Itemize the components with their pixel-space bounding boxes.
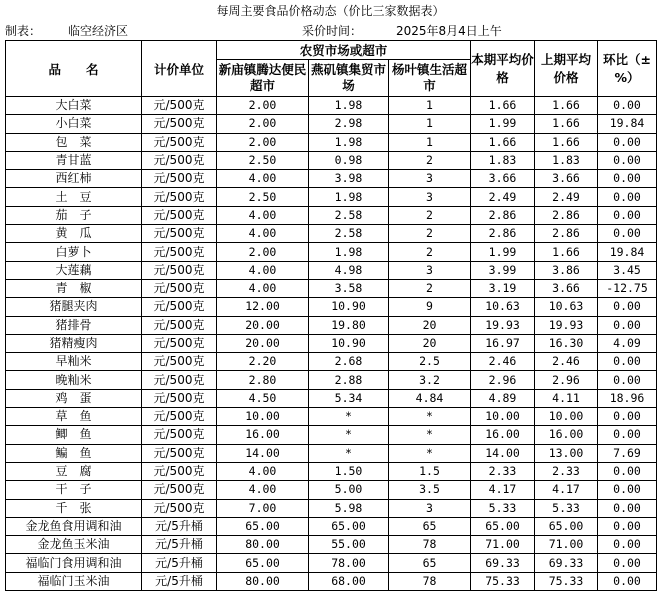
change-percent: 3.45: [598, 261, 657, 279]
previous-avg-price: 1.66: [535, 243, 598, 261]
change-percent: 0.00: [598, 517, 657, 535]
previous-avg-price: 2.33: [535, 462, 598, 480]
table-body: [6, 97, 657, 591]
unit-cell: 元/500克: [142, 170, 217, 188]
previous-avg-price: 4.11: [535, 389, 598, 407]
current-avg-price: 3.19: [471, 279, 535, 297]
market2-price: 1.98: [309, 133, 389, 151]
header-product: 品 名: [6, 41, 142, 97]
previous-avg-price: 65.00: [535, 517, 598, 535]
market2-price: 65.00: [309, 517, 389, 535]
current-avg-price: 10.00: [471, 408, 535, 426]
current-avg-price: 75.33: [471, 572, 535, 590]
market1-price: 16.00: [217, 426, 309, 444]
table-row: [6, 462, 657, 480]
market2-price: 1.98: [309, 243, 389, 261]
unit-cell: 元/500克: [142, 334, 217, 352]
table-row: [6, 572, 657, 590]
table-row: [6, 389, 657, 407]
unit-cell: 元/500克: [142, 298, 217, 316]
change-percent: 0.00: [598, 408, 657, 426]
market3-price: 78: [389, 572, 471, 590]
market2-price: 1.98: [309, 97, 389, 115]
unit-cell: 元/500克: [142, 243, 217, 261]
change-percent: -12.75: [598, 279, 657, 297]
current-avg-price: 4.89: [471, 389, 535, 407]
change-percent: 0.00: [598, 206, 657, 224]
unit-cell: 元/5升桶: [142, 517, 217, 535]
previous-avg-price: 1.66: [535, 115, 598, 133]
header-previous-avg: 上期平均价格: [535, 41, 598, 97]
unit-cell: 元/500克: [142, 206, 217, 224]
market1-price: 2.00: [217, 133, 309, 151]
product-name: 豆 腐: [6, 462, 142, 480]
current-avg-price: 10.63: [471, 298, 535, 316]
change-percent: 7.69: [598, 444, 657, 462]
table-row: [6, 243, 657, 261]
market3-price: 3: [389, 499, 471, 517]
table-row: [6, 426, 657, 444]
market3-price: 1.5: [389, 462, 471, 480]
market3-price: 1: [389, 97, 471, 115]
change-percent: 18.96: [598, 389, 657, 407]
previous-avg-price: 2.86: [535, 206, 598, 224]
unit-cell: 元/5升桶: [142, 536, 217, 554]
table-row: [6, 261, 657, 279]
unit-cell: 元/500克: [142, 499, 217, 517]
market3-price: 9: [389, 298, 471, 316]
market3-price: 65: [389, 554, 471, 572]
table-row: [6, 499, 657, 517]
market1-price: 4.00: [217, 206, 309, 224]
product-name: 土 豆: [6, 188, 142, 206]
table-row: [6, 225, 657, 243]
market3-price: 2: [389, 206, 471, 224]
change-percent: 19.84: [598, 243, 657, 261]
change-percent: 19.84: [598, 115, 657, 133]
change-percent: 4.09: [598, 334, 657, 352]
market3-price: 3.5: [389, 481, 471, 499]
product-name: 干 子: [6, 481, 142, 499]
change-percent: 0.00: [598, 554, 657, 572]
maker-label: 制表：: [5, 24, 42, 38]
current-avg-price: 16.00: [471, 426, 535, 444]
table-row: [6, 444, 657, 462]
market3-price: *: [389, 408, 471, 426]
market3-price: 1: [389, 133, 471, 151]
previous-avg-price: 16.30: [535, 334, 598, 352]
current-avg-price: 1.99: [471, 243, 535, 261]
market2-price: 3.98: [309, 170, 389, 188]
change-percent: 0.00: [598, 316, 657, 334]
product-name: 白萝卜: [6, 243, 142, 261]
product-name: 鸡 蛋: [6, 389, 142, 407]
header-change: 环比（±%）: [598, 41, 657, 97]
header-market3: 杨叶镇生活超市: [389, 60, 471, 97]
market2-price: *: [309, 408, 389, 426]
table-row: [6, 115, 657, 133]
product-name: 金龙鱼玉米油: [6, 536, 142, 554]
table-row: [6, 481, 657, 499]
previous-avg-price: 75.33: [535, 572, 598, 590]
market1-price: 20.00: [217, 316, 309, 334]
previous-avg-price: 16.00: [535, 426, 598, 444]
header-unit: 计价单位: [142, 41, 217, 97]
current-avg-price: 2.49: [471, 188, 535, 206]
change-percent: 0.00: [598, 188, 657, 206]
current-avg-price: 2.46: [471, 353, 535, 371]
market1-price: 2.00: [217, 97, 309, 115]
market1-price: 4.50: [217, 389, 309, 407]
current-avg-price: 2.86: [471, 206, 535, 224]
previous-avg-price: 19.93: [535, 316, 598, 334]
unit-cell: 元/500克: [142, 444, 217, 462]
market3-price: 20: [389, 316, 471, 334]
market3-price: 2: [389, 279, 471, 297]
market3-price: 1: [389, 115, 471, 133]
unit-cell: 元/500克: [142, 426, 217, 444]
current-avg-price: 3.99: [471, 261, 535, 279]
product-name: 福临门玉米油: [6, 572, 142, 590]
market1-price: 14.00: [217, 444, 309, 462]
current-avg-price: 1.66: [471, 97, 535, 115]
product-name: 猪腿夹肉: [6, 298, 142, 316]
product-name: 茄 子: [6, 206, 142, 224]
current-avg-price: 2.33: [471, 462, 535, 480]
table-row: [6, 133, 657, 151]
market1-price: 4.00: [217, 481, 309, 499]
market2-price: 1.50: [309, 462, 389, 480]
product-name: 金龙鱼食用调和油: [6, 517, 142, 535]
market1-price: 10.00: [217, 408, 309, 426]
change-percent: 0.00: [598, 151, 657, 169]
previous-avg-price: 3.66: [535, 279, 598, 297]
market2-price: 2.98: [309, 115, 389, 133]
table-row: [6, 206, 657, 224]
market1-price: 65.00: [217, 517, 309, 535]
product-name: 小白菜: [6, 115, 142, 133]
market2-price: 1.98: [309, 188, 389, 206]
market3-price: 3: [389, 261, 471, 279]
previous-avg-price: 3.66: [535, 170, 598, 188]
current-avg-price: 19.93: [471, 316, 535, 334]
current-avg-price: 14.00: [471, 444, 535, 462]
unit-cell: 元/500克: [142, 261, 217, 279]
unit-cell: 元/500克: [142, 481, 217, 499]
previous-avg-price: 2.86: [535, 225, 598, 243]
table-row: [6, 298, 657, 316]
market1-price: 2.20: [217, 353, 309, 371]
unit-cell: 元/500克: [142, 133, 217, 151]
market1-price: 4.00: [217, 462, 309, 480]
market3-price: *: [389, 444, 471, 462]
change-percent: 0.00: [598, 371, 657, 389]
market1-price: 2.80: [217, 371, 309, 389]
unit-cell: 元/500克: [142, 353, 217, 371]
previous-avg-price: 3.86: [535, 261, 598, 279]
market2-price: 4.98: [309, 261, 389, 279]
market3-price: 3: [389, 188, 471, 206]
product-name: 千 张: [6, 499, 142, 517]
market3-price: 3: [389, 170, 471, 188]
unit-cell: 元/500克: [142, 279, 217, 297]
previous-avg-price: 5.33: [535, 499, 598, 517]
header-market2: 燕矶镇集贸市场: [309, 60, 389, 97]
unit-cell: 元/5升桶: [142, 554, 217, 572]
product-name: 福临门食用调和油: [6, 554, 142, 572]
market3-price: 2.5: [389, 353, 471, 371]
product-name: 晚籼米: [6, 371, 142, 389]
product-name: 包 菜: [6, 133, 142, 151]
previous-avg-price: 69.33: [535, 554, 598, 572]
current-avg-price: 71.00: [471, 536, 535, 554]
previous-avg-price: 1.66: [535, 97, 598, 115]
current-avg-price: 65.00: [471, 517, 535, 535]
unit-cell: 元/500克: [142, 408, 217, 426]
table-row: [6, 554, 657, 572]
current-avg-price: 3.66: [471, 170, 535, 188]
market2-price: 5.34: [309, 389, 389, 407]
current-avg-price: 1.99: [471, 115, 535, 133]
market2-price: 0.98: [309, 151, 389, 169]
current-avg-price: 69.33: [471, 554, 535, 572]
unit-cell: 元/500克: [142, 462, 217, 480]
unit-cell: 元/500克: [142, 316, 217, 334]
market1-price: 4.00: [217, 279, 309, 297]
current-avg-price: 1.83: [471, 151, 535, 169]
change-percent: 0.00: [598, 499, 657, 517]
product-name: 黄 瓜: [6, 225, 142, 243]
product-name: 青甘蓝: [6, 151, 142, 169]
market3-price: *: [389, 426, 471, 444]
previous-avg-price: 1.83: [535, 151, 598, 169]
table-row: [6, 353, 657, 371]
unit-cell: 元/5升桶: [142, 572, 217, 590]
current-avg-price: 4.17: [471, 481, 535, 499]
current-avg-price: 2.96: [471, 371, 535, 389]
unit-cell: 元/500克: [142, 389, 217, 407]
market3-price: 4.84: [389, 389, 471, 407]
previous-avg-price: 10.63: [535, 298, 598, 316]
market2-price: 2.88: [309, 371, 389, 389]
unit-cell: 元/500克: [142, 97, 217, 115]
change-percent: 0.00: [598, 426, 657, 444]
table-row: [6, 151, 657, 169]
market1-price: 12.00: [217, 298, 309, 316]
change-percent: 0.00: [598, 133, 657, 151]
previous-avg-price: 2.49: [535, 188, 598, 206]
header-current-avg: 本期平均价格: [471, 41, 535, 97]
product-name: 大莲藕: [6, 261, 142, 279]
market2-price: 68.00: [309, 572, 389, 590]
market2-price: 2.68: [309, 353, 389, 371]
table-row: [6, 316, 657, 334]
market1-price: 2.00: [217, 243, 309, 261]
product-name: 草 鱼: [6, 408, 142, 426]
previous-avg-price: 4.17: [535, 481, 598, 499]
market1-price: 2.00: [217, 115, 309, 133]
market3-price: 3.2: [389, 371, 471, 389]
product-name: 早籼米: [6, 353, 142, 371]
change-percent: 0.00: [598, 298, 657, 316]
market2-price: 10.90: [309, 334, 389, 352]
market2-price: 10.90: [309, 298, 389, 316]
product-name: 猪精瘦肉: [6, 334, 142, 352]
current-avg-price: 5.33: [471, 499, 535, 517]
market2-price: 2.58: [309, 225, 389, 243]
market2-price: *: [309, 444, 389, 462]
maker-value: 临空经济区: [68, 24, 129, 38]
unit-cell: 元/500克: [142, 225, 217, 243]
market1-price: 65.00: [217, 554, 309, 572]
time-value: 2025年8月4日上午: [396, 24, 502, 38]
market1-price: 4.00: [217, 225, 309, 243]
market1-price: 4.00: [217, 261, 309, 279]
market2-price: 55.00: [309, 536, 389, 554]
product-name: 鳊 鱼: [6, 444, 142, 462]
table-row: [6, 97, 657, 115]
product-name: 西红柿: [6, 170, 142, 188]
market3-price: 2: [389, 225, 471, 243]
header-market1: 新庙镇腾达便民超市: [217, 60, 309, 97]
current-avg-price: 2.86: [471, 225, 535, 243]
market3-price: 2: [389, 243, 471, 261]
market1-price: 2.50: [217, 188, 309, 206]
change-percent: 0.00: [598, 97, 657, 115]
market2-price: 5.00: [309, 481, 389, 499]
market2-price: 19.80: [309, 316, 389, 334]
market1-price: 20.00: [217, 334, 309, 352]
market1-price: 80.00: [217, 572, 309, 590]
change-percent: 0.00: [598, 462, 657, 480]
table-row: [6, 371, 657, 389]
market2-price: 78.00: [309, 554, 389, 572]
time-label: 采价时间：: [302, 24, 363, 38]
previous-avg-price: 71.00: [535, 536, 598, 554]
market2-price: *: [309, 426, 389, 444]
unit-cell: 元/500克: [142, 188, 217, 206]
current-avg-price: 1.66: [471, 133, 535, 151]
table-row: [6, 517, 657, 535]
product-name: 大白菜: [6, 97, 142, 115]
change-percent: 0.00: [598, 225, 657, 243]
market2-price: 3.58: [309, 279, 389, 297]
market1-price: 2.50: [217, 151, 309, 169]
table-row: [6, 279, 657, 297]
price-table: [5, 40, 657, 591]
unit-cell: 元/500克: [142, 115, 217, 133]
change-percent: 0.00: [598, 353, 657, 371]
change-percent: 0.00: [598, 572, 657, 590]
market3-price: 2: [389, 151, 471, 169]
market3-price: 20: [389, 334, 471, 352]
unit-cell: 元/500克: [142, 371, 217, 389]
product-name: 猪排骨: [6, 316, 142, 334]
previous-avg-price: 10.00: [535, 408, 598, 426]
change-percent: 0.00: [598, 536, 657, 554]
product-name: 青 椒: [6, 279, 142, 297]
market3-price: 78: [389, 536, 471, 554]
product-name: 鲫 鱼: [6, 426, 142, 444]
table-row: [6, 170, 657, 188]
market1-price: 80.00: [217, 536, 309, 554]
sheet-title: 每周主要食品价格动态（价比三家数据表）: [216, 4, 445, 18]
market1-price: 7.00: [217, 499, 309, 517]
table-row: [6, 188, 657, 206]
market1-price: 4.00: [217, 170, 309, 188]
header-market-group: 农贸市场或超市: [217, 41, 471, 60]
meta-row: [0, 23, 661, 40]
previous-avg-price: 2.46: [535, 353, 598, 371]
previous-avg-price: 1.66: [535, 133, 598, 151]
change-percent: 0.00: [598, 481, 657, 499]
market2-price: 2.58: [309, 206, 389, 224]
previous-avg-price: 13.00: [535, 444, 598, 462]
previous-avg-price: 2.96: [535, 371, 598, 389]
table-row: [6, 536, 657, 554]
current-avg-price: 16.97: [471, 334, 535, 352]
table-row: [6, 334, 657, 352]
unit-cell: 元/500克: [142, 151, 217, 169]
market3-price: 65: [389, 517, 471, 535]
table-row: [6, 408, 657, 426]
change-percent: 0.00: [598, 170, 657, 188]
market2-price: 5.98: [309, 499, 389, 517]
